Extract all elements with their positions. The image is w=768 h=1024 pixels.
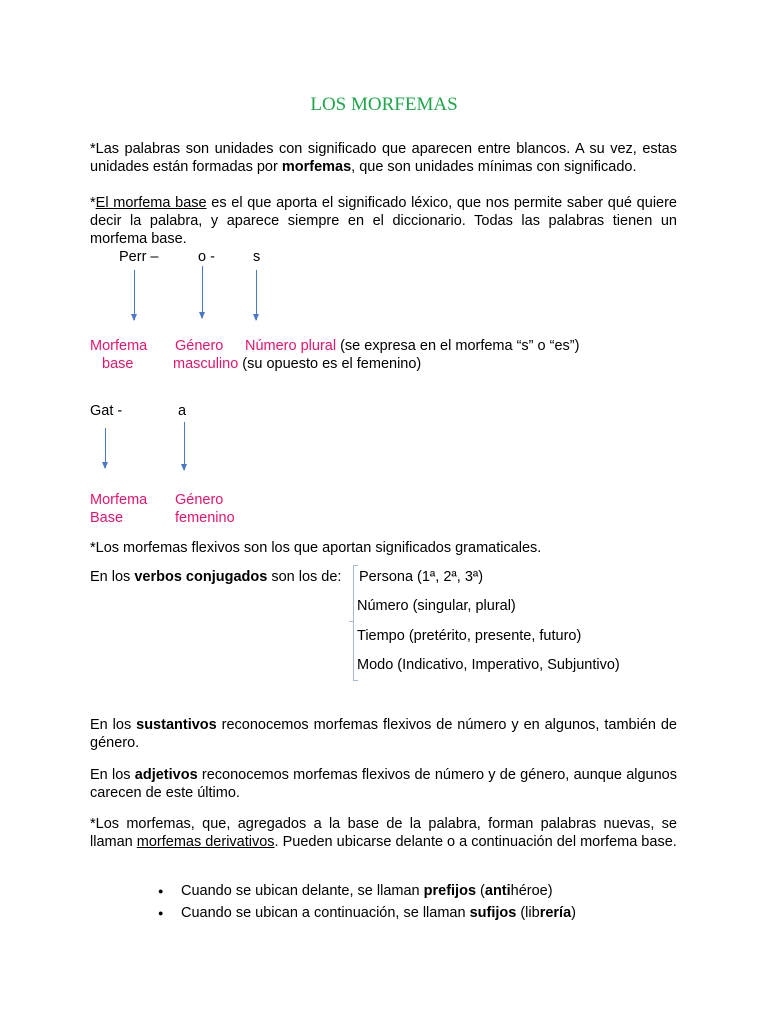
ex2-label-base-1: Morfema [90, 492, 148, 508]
ex2-part-root: Gat - [90, 403, 123, 419]
example-rest: héroe) [510, 883, 553, 899]
verb-item-tiempo: Tiempo (pretérito, presente, futuro) [357, 628, 582, 644]
ex1-label-base-2: base [102, 356, 134, 372]
adjectives-text: En los [90, 767, 135, 783]
brace-tip [349, 621, 353, 622]
ex1-label-gender-2: masculino [173, 356, 239, 372]
page-title: LOS MORFEMAS [310, 94, 458, 115]
derivative-text: *Los morfemas, que, agregados a la base de la palabra, forman palabras nuevas, se llaman [90, 816, 677, 850]
ex1-label-number: Número plural [245, 338, 337, 354]
term-morfema-base: El morfema base [95, 195, 207, 211]
base-text: es el que aporta el significado léxico, que nos permite saber qué quiere decir la palabra, y aparece siempre en el diccionario. Todas las palabras tienen un morfema base. [90, 195, 677, 247]
term-verbos-conjugados: verbos conjugados [134, 569, 268, 585]
term-sufijos: sufijos [469, 905, 517, 921]
adjectives-text-end: reconocemos morfemas flexivos de número y de género, aunque algunos carecen de este último. [90, 767, 677, 801]
ex1-note-gender: (su opuesto es el femenino) [238, 356, 422, 372]
ex1-part-root: Perr – [119, 249, 159, 265]
ex2-part-gender: a [178, 403, 187, 419]
nouns-text-end: reconocemos morfemas flexivos de número y en algunos, también de género. [90, 717, 677, 751]
verbs-text: En los [90, 569, 135, 585]
term-prefijos: prefijos [423, 883, 477, 899]
nouns-paragraph [90, 716, 677, 752]
list-item [158, 880, 576, 902]
arrow-down-icon [134, 270, 135, 320]
ex1-part-number: s [253, 249, 261, 265]
ex1-part-gender: o - [198, 249, 215, 265]
term-sustantivos: sustantivos [136, 717, 217, 733]
ex2-label-gender-1: Género [175, 492, 224, 508]
intro-text: *Las palabras son unidades con significado que aparecen entre blancos. A su vez, estas unidades están formadas por [90, 141, 677, 175]
ex2-label-base-2: Base [90, 510, 124, 526]
asterisk: * [90, 195, 96, 211]
arrow-down-icon [256, 270, 257, 320]
verb-item-persona: Persona (1ª, 2ª, 3ª) [359, 569, 484, 585]
example-suffix: rería [539, 905, 572, 921]
verbs-paragraph [90, 568, 341, 586]
example-start: (lib [516, 905, 540, 921]
example-prefix: anti [484, 883, 511, 899]
arrow-down-icon [184, 422, 185, 470]
derivative-text-end: . Pueden ubicarse delante o a continuación del morfema base. [274, 834, 677, 850]
ex1-label-gender-row [173, 355, 421, 373]
intro-paragraph [90, 140, 677, 176]
term-morfemas-derivativos: morfemas derivativos [136, 834, 275, 850]
ex1-label-base-1: Morfema [90, 338, 148, 354]
arrow-down-icon [105, 428, 106, 468]
base-paragraph [90, 194, 677, 248]
verbs-text-end: son los de: [267, 569, 342, 585]
arrow-down-icon [202, 266, 203, 318]
intro-text-end: , que son unidades mínimas con significado. [351, 159, 637, 175]
derivative-paragraph [90, 815, 677, 851]
nouns-text: En los [90, 717, 137, 733]
adjectives-paragraph [90, 766, 677, 802]
bullet-text: Cuando se ubican delante, se llaman [181, 883, 424, 899]
ex2-label-gender-2: femenino [175, 510, 235, 526]
bullet-text: Cuando se ubican a continuación, se llaman [181, 905, 470, 921]
list-item [158, 902, 576, 924]
ex1-label-number-row [245, 337, 579, 355]
term-morfemas: morfemas [281, 159, 352, 175]
flexive-paragraph: *Los morfemas flexivos son los que aportan significados gramaticales. [90, 540, 542, 556]
bullet-paren: ( [476, 883, 485, 899]
verb-item-modo: Modo (Indicativo, Imperativo, Subjuntivo) [357, 657, 620, 673]
term-adjetivos: adjetivos [134, 767, 198, 783]
ex1-note-number: (se expresa en el morfema “s” o “es”) [336, 338, 580, 354]
bullet-paren-close: ) [571, 905, 576, 921]
ex1-label-gender-1: Género [175, 338, 224, 354]
verb-item-numero: Número (singular, plural) [357, 598, 516, 614]
derivative-list [158, 880, 576, 924]
